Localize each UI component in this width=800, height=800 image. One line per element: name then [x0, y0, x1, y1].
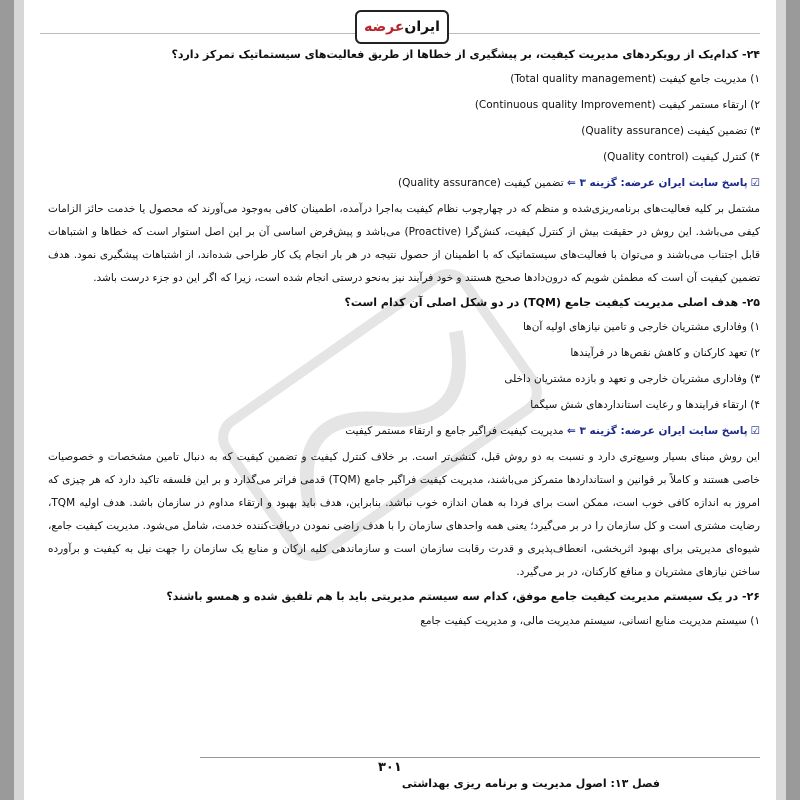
checkbox-icon: ☑ [750, 425, 760, 437]
q24-explanation [48, 198, 760, 290]
page-border-left [0, 0, 14, 800]
q25-expl-line: خدمت، شامل می‌شود. مدیریت کیفیت جامع، شیوه‌ای مدیریتی برای بهبود اثربخشی، انعطاف‌پذیری و قدرت رقابت سازمان [48, 520, 760, 555]
q25-expl-line: فراگیر جامع (TQM) قدمی فراتر می‌گذارد و بر این فلسفه تاکید دارد که هر چیزی که امروز به اندازه کافی خوب است، ممکن [48, 474, 760, 509]
brand-logo [355, 10, 449, 44]
q24-expl-line: می‌آورند که محصول یا خدمت حائز الزامات کیفی می‌باشد. این روش در حقیقت بیش از کنترل کیفیت، کنش‌گرا [48, 203, 760, 238]
q24-option-1: ۱) مدیریت جامع کیفیت (Total quality management) [510, 73, 760, 85]
q25-expl-line: است و سازماندهی کلیه ارکان و منابع یک سازمان را جهت نیل به کیفیت و برآورده ساختن نیازهای مشتریان و منافع کارکنان، [48, 543, 760, 578]
page-number: ۳۰۱ [378, 760, 402, 775]
q24-answer [48, 174, 760, 192]
page-border-right [786, 0, 800, 800]
q25-option-2: ۲) تعهد کارکنان و کاهش نقص‌ها در فرآیندها [570, 347, 760, 359]
q24-expl-line: می‌توان با فعالیت‌های سیستماتیک که با اطمینان از حصول نتیجه در هر بار انجام یک کار طراحی شده‌اند، از اشتباهات [142, 249, 654, 261]
q25-answer [48, 422, 760, 440]
q24-expl-line: مشتمل بر کلیه فعالیت‌های برنامه‌ریزی‌شده و منظم که در چهارچوب نظام کیفیت به‌اجرا درآمده، اطمینان کافی به‌وجود [241, 203, 760, 215]
q24-expl-line: (Proactive) می‌باشد و پیش‌فرض اساسی آن بر این اصل استوار است که خطاها و اشتباهات قابل اجتناب می‌باشند و [48, 226, 761, 261]
q25-expl-line: رضایت مشتری است و کل سازمان را در بر می‌گیرد؛ یعنی همه واحدهای سازمان را با هدف راضی نمودن دریافت‌کننده [246, 520, 760, 532]
q25-expl-line: است برای فردا به همان اندازه خوب نباشد. بنابراین، هدف باید بهبود و ارتقاء مداوم در سازمان باشد. هدف اولیه TQM، [48, 497, 579, 509]
footer-divider [200, 757, 760, 758]
q25-option-3: ۳) وفاداری مشتریان خارجی و تعهد و بازده مشتریان داخلی [504, 373, 760, 385]
q24-option-2: ۲) ارتقاء مستمر کیفیت (Continuous quality Improvement) [474, 99, 760, 111]
q25-answer-text: مدیریت کیفیت فراگیر جامع و ارتقاء مستمر کیفیت [345, 425, 568, 437]
page-border-left-inner [14, 0, 24, 800]
question-26: ۲۶- در یک سیستم مدیریت کیفیت جامع موفق، کدام سه سیستم مدیریتی باید با هم تلفیق شده و همسو باشند؟ [166, 590, 760, 603]
question-24: ۲۴- کدام‌یک از رویکردهای مدیریت کیفیت، بر پیشگیری از خطاها از طریق فعالیت‌های سیستماتیک تمرکز دارد؟ [171, 48, 760, 61]
checkbox-icon: ☑ [750, 177, 760, 189]
q25-option-4: ۴) ارتقاء فرایندها و رعایت استانداردهای شش سیگما [530, 399, 760, 411]
page-border-right-inner [776, 0, 786, 800]
q24-answer-label: پاسخ سایت ایران عرضه: گزینه ۳ ⇐ [567, 177, 748, 189]
q25-expl-line: این روش مبنای بسیار وسیع‌تری دارد و نسبت به دو روش قبل، کنشی‌تر است. بر خلاف کنترل کیفیت و تضمین کیفیت که [221, 451, 760, 463]
logo-text-part2: عرضه [364, 19, 405, 35]
question-25: ۲۵- هدف اصلی مدیریت کیفیت جامع (TQM) در دو شکل اصلی آن کدام است؟ [344, 296, 760, 309]
q24-option-3: ۳) تضمین کیفیت (Quality assurance) [581, 125, 760, 137]
chapter-title: فصل ۱۳: اصول مدیریت و برنامه ریزی بهداشتی [401, 777, 660, 790]
main-content [48, 44, 760, 638]
q26-option-1: ۱) سیستم مدیریت منابع انسانی، سیستم مدیریت مالی، و مدیریت کیفیت جامع [420, 615, 760, 627]
q25-option-1: ۱) وفاداری مشتریان خارجی و تامین نیازهای اولیه آن‌ها [522, 321, 760, 333]
q24-expl-line: انجام شده است، زیرا که اگر این دو جزء درست باشد. [93, 272, 329, 284]
logo-text-part1: ایران [404, 19, 440, 35]
q24-answer-text: تضمین کیفیت (Quality assurance) [398, 177, 568, 189]
q25-explanation [48, 446, 760, 584]
q24-option-4: ۴) کنترل کیفیت (Quality control) [603, 151, 760, 163]
q24-expl-line: پیشگیری نمود. هدف تضمین کیفیت آن است که مطمئن شویم که درون‌دادها صحیح هستند و خود فرآیند نیز به‌نحو درستی [48, 249, 760, 284]
q25-answer-label: پاسخ سایت ایران عرضه: گزینه ۳ ⇐ [567, 425, 748, 437]
q25-expl-line: به دنبال تامین مشخصات و خصوصیات خاصی هستند و کاملاً بر قوانین و استانداردها متمرکز می‌باشند، مدیریت کیفیت [48, 451, 760, 486]
q25-expl-line: در بر می‌گیرد. [516, 566, 578, 578]
